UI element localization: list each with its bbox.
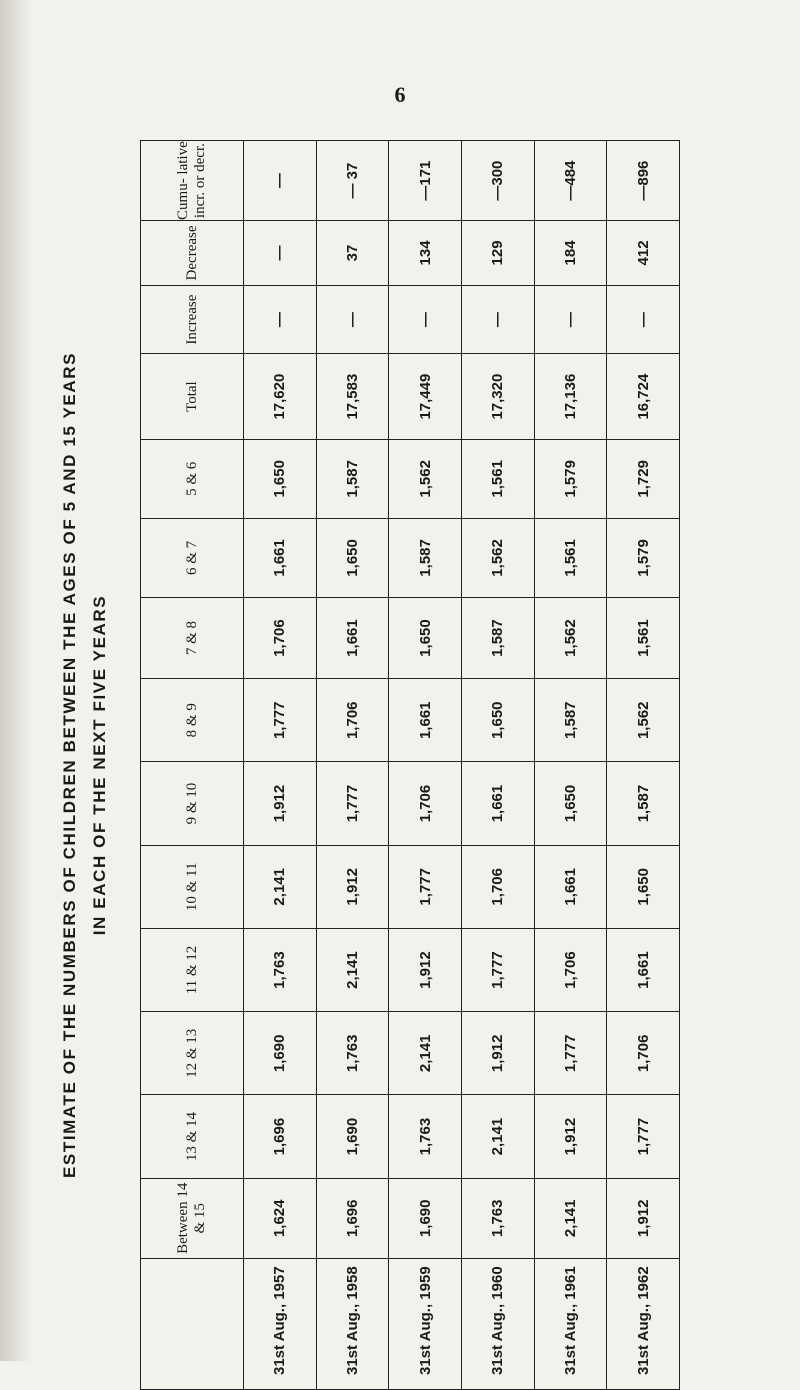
scanned-page-edge [0,0,32,1361]
table-cell: 2,141 [461,1095,534,1178]
row-date: 31st Aug., 1958 [316,1258,389,1389]
header-total: Total [141,354,244,439]
table-cell: 1,912 [534,1095,607,1178]
table-cell: 1,650 [461,679,534,762]
header-cumulative: Cumu- lative incr. or decr. [141,141,244,221]
row-date: 31st Aug., 1961 [534,1258,607,1389]
table-row [389,141,462,1390]
table-cell: 1,579 [534,439,607,518]
table-cell: 1,562 [607,679,680,762]
table-cell: 2,141 [244,845,317,928]
table-cell: 1,777 [607,1095,680,1178]
table-cell: 1,912 [607,1178,680,1258]
table-cell: 1,690 [244,1012,317,1095]
header-age-13-14: 13 & 14 [141,1095,244,1178]
table-cell: 1,650 [389,597,462,678]
table-cell: 1,661 [461,762,534,845]
table-cell: 1,587 [461,597,534,678]
table-cell: 1,562 [461,518,534,597]
table-cell: 1,912 [461,1012,534,1095]
table-cell: — [607,285,680,354]
table-cell: 129 [461,221,534,286]
table-cell: 1,696 [244,1095,317,1178]
table-cell: 1,561 [607,597,680,678]
table-cell: 1,729 [607,439,680,518]
table-cell: 17,136 [534,354,607,439]
row-date: 31st Aug., 1960 [461,1258,534,1389]
header-age-12-13: 12 & 13 [141,1012,244,1095]
table-cell: —896 [607,141,680,221]
table-cell: — 37 [316,141,389,221]
table-cell: — [534,285,607,354]
table-cell: 1,587 [389,518,462,597]
header-age-6-7: 6 & 7 [141,518,244,597]
header-date [141,1258,244,1389]
rotated-table-region [60,140,680,1390]
table-cell: —300 [461,141,534,221]
table-cell: 1,587 [316,439,389,518]
table-cell: 1,696 [316,1178,389,1258]
table-body [244,141,680,1390]
header-age-9-10: 9 & 10 [141,762,244,845]
table-cell: 1,661 [244,518,317,597]
table-cell: — [244,221,317,286]
table-row [607,141,680,1390]
table-cell: 1,650 [534,762,607,845]
table-cell: 1,661 [607,928,680,1011]
table-row [244,141,317,1390]
table-cell: — [461,285,534,354]
table-cell: 1,763 [461,1178,534,1258]
table-cell: — [244,141,317,221]
table-cell: — [316,285,389,354]
table-cell: 1,562 [534,597,607,678]
table-cell: 2,141 [534,1178,607,1258]
header-row [141,141,244,1390]
table-cell: 1,661 [316,597,389,678]
table-cell: 1,587 [534,679,607,762]
header-age-14-15: Between 14 & 15 [141,1178,244,1258]
table-row [534,141,607,1390]
table-cell: — [389,285,462,354]
header-increase: Increase [141,285,244,354]
table-cell: 1,777 [389,845,462,928]
table-cell: 16,724 [607,354,680,439]
table-cell: 184 [534,221,607,286]
table-cell: 1,706 [244,597,317,678]
table-cell: 1,650 [607,845,680,928]
table-cell: 2,141 [389,1012,462,1095]
table-cell: 1,706 [607,1012,680,1095]
table-row [316,141,389,1390]
table-cell: 1,562 [389,439,462,518]
table-cell: 17,620 [244,354,317,439]
table-cell: 1,706 [389,762,462,845]
row-date: 31st Aug., 1957 [244,1258,317,1389]
table-cell: 1,777 [244,679,317,762]
table-cell: 1,777 [316,762,389,845]
table-cell: 134 [389,221,462,286]
header-decrease: Decrease [141,221,244,286]
header-age-8-9: 8 & 9 [141,679,244,762]
table-cell: 1,763 [316,1012,389,1095]
table-cell: —484 [534,141,607,221]
row-date: 31st Aug., 1962 [607,1258,680,1389]
table-cell: 1,912 [389,928,462,1011]
table-cell: —171 [389,141,462,221]
table-cell: 2,141 [316,928,389,1011]
table-cell: 412 [607,221,680,286]
table-cell: 1,912 [244,762,317,845]
table-cell: 1,661 [389,679,462,762]
table-title-line-2: IN EACH OF THE NEXT FIVE YEARS [90,594,109,936]
table-cell: 1,777 [461,928,534,1011]
table-cell: 1,587 [607,762,680,845]
table-cell: 1,650 [244,439,317,518]
table-cell: 1,912 [316,845,389,928]
table-cell: 1,561 [461,439,534,518]
table-cell: 1,706 [461,845,534,928]
table-cell: 1,624 [244,1178,317,1258]
table-cell: 1,690 [316,1095,389,1178]
table-cell: 17,320 [461,354,534,439]
row-date: 31st Aug., 1959 [389,1258,462,1389]
table-cell: 1,690 [389,1178,462,1258]
table-cell: 1,561 [534,518,607,597]
table-cell: 1,706 [534,928,607,1011]
table-cell: 37 [316,221,389,286]
header-age-5-6: 5 & 6 [141,439,244,518]
table-cell: 1,763 [389,1095,462,1178]
table-cell: 1,661 [534,845,607,928]
table-row [461,141,534,1390]
table-cell: 1,763 [244,928,317,1011]
table-cell: — [244,285,317,354]
table-cell: 1,706 [316,679,389,762]
table-cell: 1,579 [607,518,680,597]
header-age-11-12: 11 & 12 [141,928,244,1011]
header-age-7-8: 7 & 8 [141,597,244,678]
estimate-table [140,140,680,1390]
table-cell: 17,449 [389,354,462,439]
table-cell: 1,777 [534,1012,607,1095]
table-cell: 1,650 [316,518,389,597]
header-age-10-11: 10 & 11 [141,845,244,928]
table-title-line-1: ESTIMATE OF THE NUMBERS OF CHILDREN BETWEEN THE AGES OF 5 AND 15 YEARS [60,351,79,1179]
page-number: 6 [394,82,406,107]
table-cell: 17,583 [316,354,389,439]
